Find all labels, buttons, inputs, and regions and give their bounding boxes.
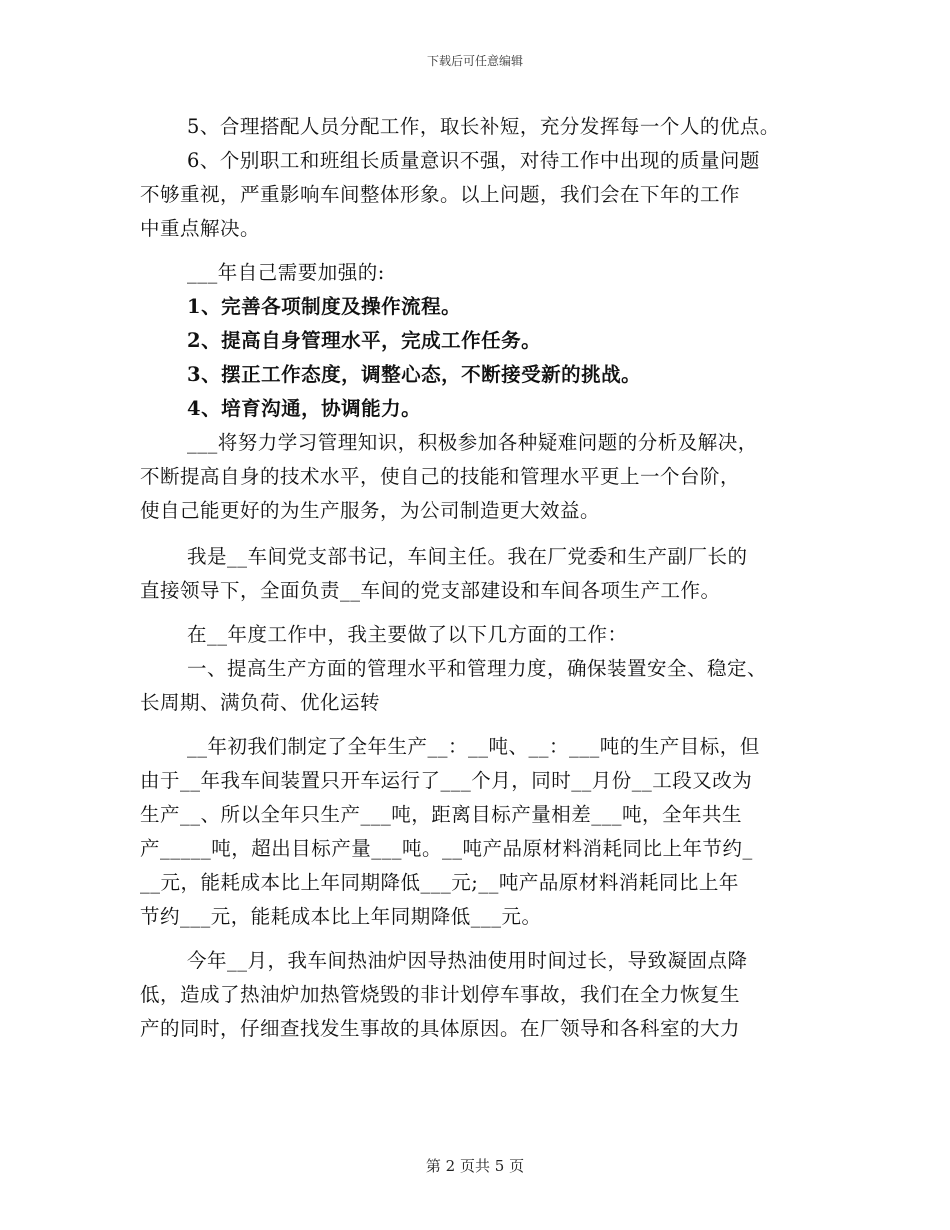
paragraph-line: 不断提高自身的技术水平，使自己的技能和管理水平更上一个台阶， [140, 465, 741, 488]
paragraph-line: 生产__、所以全年只生产___吨，距离目标产量相差___吨，全年共生 [140, 803, 743, 826]
list-item: 4、培育沟通，协调能力。 [187, 397, 422, 420]
page-footer: 第 2 页共 5 页 [425, 1157, 525, 1175]
paragraph-line: ___年自己需要加强的: [187, 261, 385, 284]
paragraph-line: 产_____吨，超出目标产量___吨。__吨产品原材料消耗同比上年节约_ [140, 837, 753, 860]
paragraph-line: 在__年度工作中，我主要做了以下几方面的工作： [187, 623, 628, 646]
document-body [140, 110, 820, 1046]
paragraph-line: 由于__年我车间装置只开车运行了___个月，同时__月份__工段又改为 [140, 769, 753, 792]
paragraph-line: 5、合理搭配人员分配工作，取长补短，充分发挥每一个人的优点。 [187, 115, 780, 138]
paragraph-line: 中重点解决。 [140, 217, 261, 240]
paragraph-line: 节约___元，能耗成本比上年同期降低___元。 [140, 905, 542, 928]
paragraph-line: 产的同时，仔细查找发生事故的具体原因。在厂领导和各科室的大力 [140, 1017, 741, 1040]
paragraph-line: 一、提高生产方面的管理水平和管理力度，确保装置安全、稳定、 [187, 657, 768, 680]
paragraph-line: 低，造成了热油炉加热管烧毁的非计划停车事故，我们在全力恢复生 [140, 983, 741, 1006]
paragraph-line: ___将努力学习管理知识，积极参加各种疑难问题的分析及解决， [187, 431, 758, 454]
paragraph-line: 不够重视，严重影响车间整体形象。以上问题，我们会在下年的工作 [140, 183, 741, 206]
page-header: 下载后可任意编辑 [426, 54, 523, 68]
paragraph-line: __年初我们制定了全年生产__：__吨、__：___吨的生产目标，但 [187, 735, 760, 758]
paragraph-line: 长周期、满负荷、优化运转 [140, 691, 381, 714]
paragraph-line: 使自己能更好的为生产服务，为公司制造更大效益。 [140, 499, 601, 522]
list-item: 1、完善各项制度及操作流程。 [187, 295, 462, 318]
paragraph-line: __元，能耗成本比上年同期降低___元;__吨产品原材料消耗同比上年 [140, 871, 739, 894]
list-item: 3、摆正工作态度，调整心态，不断接受新的挑战。 [187, 363, 642, 386]
paragraph-line: 6、个别职工和班组长质量意识不强，对待工作中出现的质量问题 [187, 149, 760, 172]
paragraph-line: 直接领导下，全面负责__车间的党支部建设和车间各项生产工作。 [140, 579, 721, 602]
list-item: 2、提高自身管理水平，完成工作任务。 [187, 329, 542, 352]
paragraph-line: 我是__车间党支部书记，车间主任。我在厂党委和生产副厂长的 [187, 545, 748, 568]
paragraph-line: 今年__月，我车间热油炉因导热油使用时间过长，导致凝固点降 [187, 949, 748, 972]
